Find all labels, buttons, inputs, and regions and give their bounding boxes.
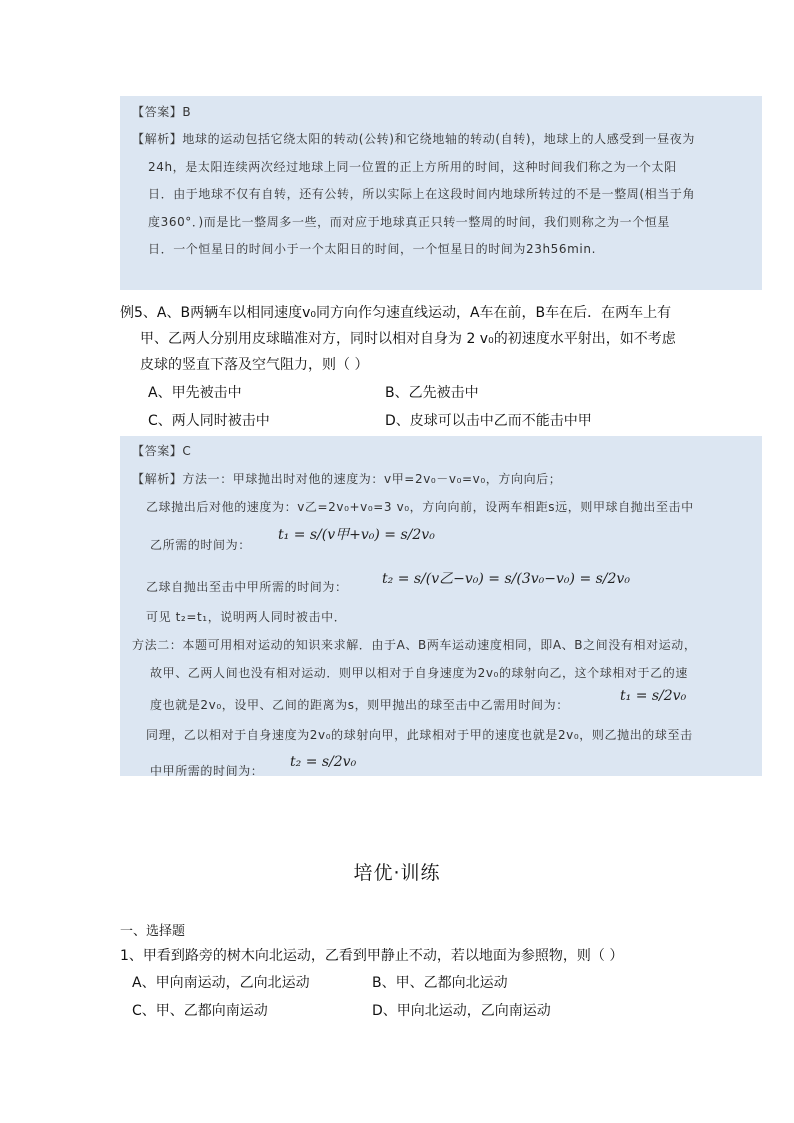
option-d: D、皮球可以击中乙而不能击中甲 — [385, 413, 592, 429]
analysis-line: 乙球自抛出至击中甲所需的时间为： — [146, 580, 348, 594]
analysis-line: 24h，是太阳连续两次经过地球上同一位置的正上方所用的时间，这种时间我们称之为一个太阳 — [148, 160, 677, 174]
analysis-line: 日．由于地球不仅有自转，还有公转，所以实际上在这段时间内地球所转过的不是一整周(相当于角 — [148, 187, 696, 201]
answer-box-1 — [120, 96, 762, 290]
option-b: B、乙先被击中 — [385, 385, 479, 401]
analysis-line: 可见 t₂=t₁，说明两人同时被击中． — [146, 610, 347, 624]
analysis-line: 度360°．)而是比一整周多一些，而对应于地球真正只转一整周的时间，我们则称之为一个恒星 — [148, 215, 670, 229]
analysis-line: 同理，乙以相对于自身速度为2v₀的球射向甲，此球相对于甲的速度也就是2v₀，则乙抛出的球至击 — [146, 728, 693, 742]
analysis-line: 中甲所需的时间为： — [150, 764, 264, 776]
formula-t2-method2: t₂ = s/2v₀ — [290, 754, 357, 770]
option-d: D、甲向北运动，乙向南运动 — [372, 1003, 551, 1019]
example-line: 皮球的竖直下落及空气阻力，则（ ） — [140, 357, 369, 373]
example-line: 甲、乙两人分别用皮球瞄准对方，同时以相对自身为 2 v₀的初速度水平射出，如不考虑 — [140, 331, 676, 347]
option-a: A、甲向南运动，乙向北运动 — [132, 975, 310, 991]
answer-box-2 — [120, 436, 762, 776]
analysis-line: 乙球抛出后对他的速度为：v乙=2v₀+v₀=3 v₀，方向向前，设两车相距s远，则甲球自抛出至击中 — [146, 500, 694, 514]
analysis-line: 【解析】地球的运动包括它绕太阳的转动(公转)和它绕地轴的转动(自转)，地球上的人感受到一昼夜为 — [132, 132, 695, 146]
answer-label: 【答案】B — [132, 105, 192, 119]
analysis-line: 故甲、乙两人间也没有相对运动．则甲以相对于自身速度为2v₀的球射向乙，这个球相对于乙的速 — [150, 666, 688, 680]
option-c: C、甲、乙都向南运动 — [132, 1003, 268, 1019]
section-title: 培优·训练 — [353, 862, 441, 884]
formula-t1-method2: t₁ = s/2v₀ — [620, 688, 687, 704]
answer-label: 【答案】C — [132, 444, 192, 458]
analysis-line: 乙所需的时间为： — [150, 538, 251, 552]
analysis-line: 【解析】方法一：甲球抛出时对他的速度为：v甲=2v₀－v₀=v₀，方向向后； — [132, 472, 562, 486]
analysis-line: 方法二：本题可用相对运动的知识来求解．由于A、B两车运动速度相同，即A、B之间没有相对运动， — [132, 638, 697, 652]
option-c: C、两人同时被击中 — [148, 413, 270, 429]
question-stem: 1、甲看到路旁的树木向北运动，乙看到甲静止不动，若以地面为参照物，则（ ） — [120, 948, 624, 964]
option-a: A、甲先被击中 — [148, 385, 242, 401]
formula-t1: t₁ = s/(v甲+v₀) = s/2v₀ — [278, 527, 435, 543]
analysis-line: 日．一个恒星日的时间小于一个太阳日的时间，一个恒星日的时间为23h56min. — [148, 242, 596, 256]
analysis-line: 度也就是2v₀，设甲、乙间的距离为s，则甲抛出的球至击中乙需用时间为： — [150, 698, 569, 712]
section-heading: 一、选择题 — [120, 924, 186, 939]
option-b: B、甲、乙都向北运动 — [372, 975, 508, 991]
formula-t2: t₂ = s/(v乙−v₀) = s/(3v₀−v₀) = s/2v₀ — [382, 571, 630, 587]
example-line: 例5、A、B两辆车以相同速度v₀同方向作匀速直线运动，A车在前，B车在后．在两车上有 — [120, 305, 672, 321]
